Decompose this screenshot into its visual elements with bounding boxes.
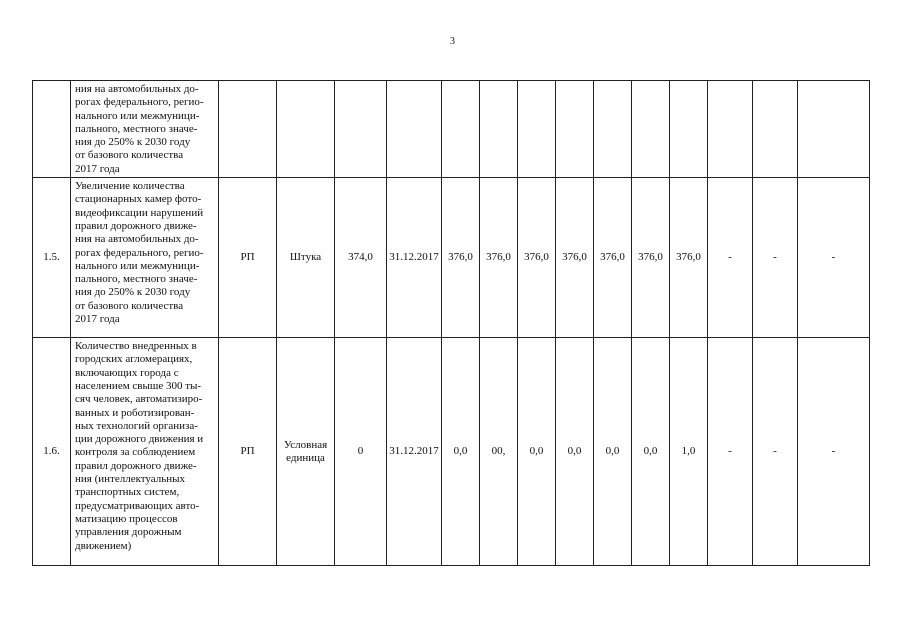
base-value-cell: 374,0: [335, 178, 387, 338]
description-line: Количество внедренных в: [75, 340, 197, 353]
description-line: предусматривающих авто-: [75, 499, 200, 512]
description-line: рогах федерального, регио-: [75, 246, 204, 259]
year-value-cell: [632, 81, 670, 178]
page-number: 3: [450, 36, 455, 47]
year-value-cell: 376,0: [594, 178, 632, 338]
table-row: [33, 81, 870, 178]
indicator-description: [71, 338, 219, 566]
dash-cell: [798, 81, 870, 178]
description-line: видеофиксации нарушений: [75, 206, 204, 219]
description-line: 2017 года: [75, 162, 120, 175]
description-line: ния (интеллектуальных: [75, 473, 186, 486]
year-value-cell: [556, 81, 594, 178]
year-value-cell: [480, 81, 518, 178]
indicators-table: [32, 80, 870, 566]
base-value-cell: [335, 81, 387, 178]
year-value-cell: 376,0: [480, 178, 518, 338]
description-line: городских агломерациях,: [75, 353, 193, 366]
description-line: населением свыше 300 ты-: [75, 379, 202, 392]
unit-cell: [277, 338, 335, 566]
table-row: [33, 338, 870, 566]
description-line: 2017 года: [75, 313, 120, 326]
dash-cell: -: [708, 178, 753, 338]
row-number: [33, 81, 71, 178]
dash-cell: -: [798, 338, 870, 566]
description-line: правил дорожного движе-: [75, 459, 197, 472]
dash-cell: -: [753, 178, 798, 338]
year-value-cell: 376,0: [442, 178, 480, 338]
year-value-cell: 0,0: [632, 338, 670, 566]
description-line: ния на автомобильных до-: [75, 233, 199, 246]
row-number: 1.5.: [33, 178, 71, 338]
description-line: пального, местного значе-: [75, 122, 198, 135]
description-line: нального или межмуници-: [75, 109, 200, 122]
description-line: управления дорожным: [75, 526, 182, 539]
description-line: правил дорожного движе-: [75, 219, 197, 232]
level-cell: [219, 81, 277, 178]
description-line: ных технологий организа-: [75, 419, 198, 432]
year-value-cell: 0,0: [518, 338, 556, 566]
year-value-cell: 376,0: [632, 178, 670, 338]
description-line: нального или межмуници-: [75, 259, 200, 272]
description-line: ции дорожного движения и: [75, 433, 204, 446]
year-value-cell: 376,0: [556, 178, 594, 338]
description-line: стационарных камер фото-: [75, 193, 202, 206]
base-value-cell: 0: [335, 338, 387, 566]
dash-cell: -: [798, 178, 870, 338]
year-value-cell: [518, 81, 556, 178]
base-date-cell: 31.12.2017: [387, 178, 442, 338]
description-line: ния до 250% к 2030 году: [75, 136, 191, 149]
description-line: ванных и роботизирован-: [75, 406, 195, 419]
year-value-cell: 376,0: [670, 178, 708, 338]
unit-line: единица: [286, 451, 325, 464]
base-date-cell: [387, 81, 442, 178]
description-line: движением): [75, 539, 132, 552]
year-value-cell: 0,0: [556, 338, 594, 566]
description-line: ния на автомобильных до-: [75, 83, 199, 95]
dash-cell: [753, 81, 798, 178]
unit-line: Штука: [289, 251, 322, 264]
year-value-cell: 00,: [480, 338, 518, 566]
level-cell: РП: [219, 338, 277, 566]
unit-cell: [277, 81, 335, 178]
description-line: пального, местного значе-: [75, 273, 198, 286]
unit-cell: [277, 178, 335, 338]
table-row: [33, 178, 870, 338]
indicator-description: [71, 178, 219, 338]
unit-line: Условная: [283, 438, 328, 451]
dash-cell: [708, 81, 753, 178]
year-value-cell: 0,0: [442, 338, 480, 566]
base-date-cell: 31.12.2017: [387, 338, 442, 566]
description-line: от базового количества: [75, 149, 184, 162]
description-line: Увеличение количества: [75, 180, 185, 193]
description-line: включающих города с: [75, 366, 179, 379]
year-value-cell: [670, 81, 708, 178]
description-line: транспортных систем,: [75, 486, 180, 499]
year-value-cell: 376,0: [518, 178, 556, 338]
year-value-cell: [594, 81, 632, 178]
dash-cell: -: [753, 338, 798, 566]
description-line: рогах федерального, регио-: [75, 96, 204, 109]
indicator-description: [71, 81, 219, 178]
year-value-cell: 1,0: [670, 338, 708, 566]
description-line: сяч человек, автоматизиро-: [75, 393, 203, 406]
description-line: от базового количества: [75, 299, 184, 312]
description-line: матизацию процессов: [75, 512, 178, 525]
year-value-cell: 0,0: [594, 338, 632, 566]
dash-cell: -: [708, 338, 753, 566]
year-value-cell: [442, 81, 480, 178]
row-number: 1.6.: [33, 338, 71, 566]
description-line: ния до 250% к 2030 году: [75, 286, 191, 299]
level-cell: РП: [219, 178, 277, 338]
description-line: контроля за соблюдением: [75, 446, 196, 459]
